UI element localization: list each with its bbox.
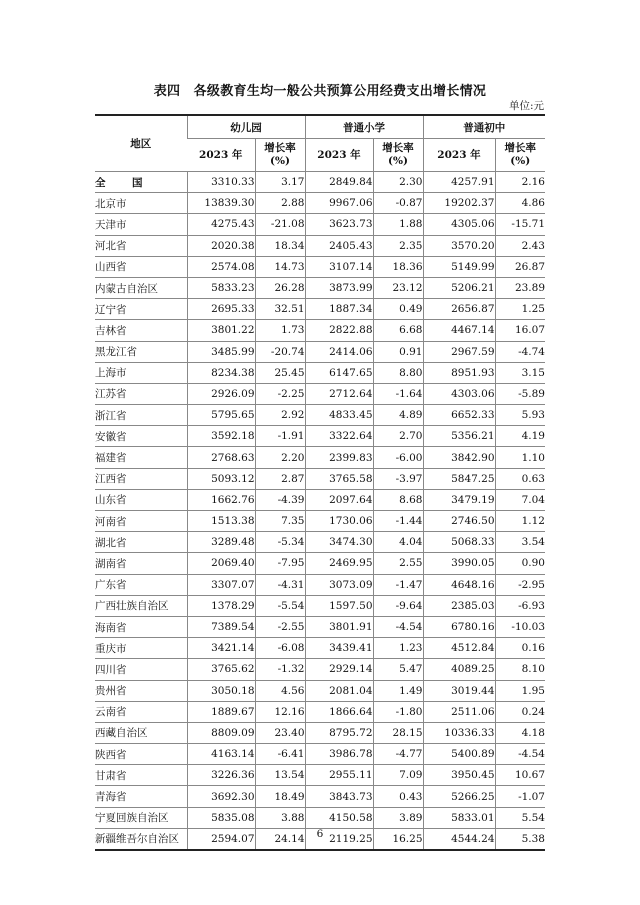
year-value-cell: 3474.30 [305,532,373,553]
year-value-cell: 2119.25 [305,828,373,850]
year-value-cell: 1866.64 [305,701,373,722]
year-value-cell: 5400.89 [423,744,495,765]
rate-value-cell: -1.47 [373,574,423,595]
rate-value-cell: -1.07 [495,786,545,807]
rate-value-cell: 4.19 [495,426,545,447]
table-row [95,532,545,553]
year-value-cell: 5206.21 [423,277,495,298]
rate-value-cell: 2.30 [373,172,423,193]
rate-value-cell: 2.87 [255,468,305,489]
rate-value-cell: 26.28 [255,277,305,298]
rate-value-cell: 25.45 [255,362,305,383]
rate-value-cell: 3.15 [495,362,545,383]
rate-value-cell: 5.54 [495,807,545,828]
rate-value-cell: 10.67 [495,765,545,786]
year-value-cell: 5093.12 [187,468,255,489]
region-cell: 安徽省 [95,426,187,447]
region-cell: 河北省 [95,235,187,256]
table-row [95,299,545,320]
year-value-cell: 3765.62 [187,659,255,680]
year-value-cell: 8795.72 [305,722,373,743]
year-value-cell: 2511.06 [423,701,495,722]
rate-value-cell: -9.64 [373,595,423,616]
table-row [95,405,545,426]
year-value-cell: 3843.73 [305,786,373,807]
region-cell: 山西省 [95,256,187,277]
year-value-cell: 5149.99 [423,256,495,277]
table-row [95,341,545,362]
rate-value-cell: 16.07 [495,320,545,341]
region-cell: 湖南省 [95,553,187,574]
year-header: 2023 年 [187,139,255,172]
year-value-cell: 2712.64 [305,383,373,404]
rate-value-cell: 1.25 [495,299,545,320]
year-value-cell: 3990.05 [423,553,495,574]
rate-value-cell: -4.54 [495,744,545,765]
year-value-cell: 5847.25 [423,468,495,489]
rate-value-cell: 1.49 [373,680,423,701]
year-value-cell: 3623.73 [305,214,373,235]
table-row [95,807,545,828]
rate-value-cell: 4.86 [495,193,545,214]
rate-value-cell: -1.32 [255,659,305,680]
year-value-cell: 1378.29 [187,595,255,616]
region-cell: 上海市 [95,362,187,383]
region-cell: 北京市 [95,193,187,214]
rate-value-cell: -1.64 [373,383,423,404]
year-value-cell: 6147.65 [305,362,373,383]
year-value-cell: 4275.43 [187,214,255,235]
rate-value-cell: 0.63 [495,468,545,489]
rate-value-cell: -5.34 [255,532,305,553]
rate-value-cell: -1.80 [373,701,423,722]
region-cell: 重庆市 [95,638,187,659]
region-cell: 新疆维吾尔自治区 [95,828,187,850]
year-value-cell: 4089.25 [423,659,495,680]
year-value-cell: 3439.41 [305,638,373,659]
rate-value-cell: 24.14 [255,828,305,850]
year-value-cell: 5068.33 [423,532,495,553]
table-row [95,511,545,532]
year-value-cell: 2069.40 [187,553,255,574]
rate-value-cell: -6.41 [255,744,305,765]
year-value-cell: 3485.99 [187,341,255,362]
table-row [95,447,545,468]
rate-value-cell: 14.73 [255,256,305,277]
year-value-cell: 4512.84 [423,638,495,659]
year-value-cell: 3107.14 [305,256,373,277]
rate-value-cell: 18.49 [255,786,305,807]
year-value-cell: 13839.30 [187,193,255,214]
rate-value-cell: 4.89 [373,405,423,426]
rate-value-cell: 2.16 [495,172,545,193]
rate-value-cell: 4.04 [373,532,423,553]
table-row [95,659,545,680]
year-value-cell: 3765.58 [305,468,373,489]
year-value-cell: 2768.63 [187,447,255,468]
year-value-cell: 3421.14 [187,638,255,659]
year-value-cell: 2955.11 [305,765,373,786]
rate-value-cell: -4.77 [373,744,423,765]
rate-value-cell: -2.55 [255,616,305,637]
year-value-cell: 19202.37 [423,193,495,214]
year-value-cell: 5835.08 [187,807,255,828]
year-value-cell: 1730.06 [305,511,373,532]
year-value-cell: 3307.07 [187,574,255,595]
rate-value-cell: 0.24 [495,701,545,722]
rate-value-cell: 0.91 [373,341,423,362]
year-value-cell: 2020.38 [187,235,255,256]
rate-value-cell: -5.54 [255,595,305,616]
expenditure-table [95,114,545,851]
region-cell: 广东省 [95,574,187,595]
year-value-cell: 3322.64 [305,426,373,447]
table-row [95,595,545,616]
year-value-cell: 2399.83 [305,447,373,468]
year-value-cell: 4303.06 [423,383,495,404]
table-row [95,362,545,383]
year-value-cell: 1513.38 [187,511,255,532]
rate-value-cell: -2.25 [255,383,305,404]
year-value-cell: 5833.01 [423,807,495,828]
year-value-cell: 3570.20 [423,235,495,256]
rate-value-cell: 18.34 [255,235,305,256]
rate-value-cell: -20.74 [255,341,305,362]
year-value-cell: 7389.54 [187,616,255,637]
year-value-cell: 4648.16 [423,574,495,595]
year-value-cell: 1597.50 [305,595,373,616]
rate-value-cell: -5.89 [495,383,545,404]
region-cell: 内蒙古自治区 [95,277,187,298]
rate-value-cell: 0.90 [495,553,545,574]
region-cell: 宁夏回族自治区 [95,807,187,828]
year-value-cell: 4163.14 [187,744,255,765]
year-value-cell: 4467.14 [423,320,495,341]
year-value-cell: 3019.44 [423,680,495,701]
year-value-cell: 10336.33 [423,722,495,743]
year-value-cell: 2849.84 [305,172,373,193]
rate-value-cell: 7.09 [373,765,423,786]
year-value-cell: 5833.23 [187,277,255,298]
year-value-cell: 3842.90 [423,447,495,468]
rate-value-cell: -4.39 [255,489,305,510]
rate-value-cell: 0.43 [373,786,423,807]
year-value-cell: 6652.33 [423,405,495,426]
rate-value-cell: 23.40 [255,722,305,743]
table-row [95,214,545,235]
rate-value-cell: -6.08 [255,638,305,659]
year-value-cell: 8234.38 [187,362,255,383]
region-header: 地区 [95,115,187,172]
rate-value-cell: 2.92 [255,405,305,426]
year-value-cell: 3479.19 [423,489,495,510]
rate-value-cell: 6.68 [373,320,423,341]
rate-value-cell: 4.56 [255,680,305,701]
group-header-primary: 普通小学 [305,115,423,139]
rate-value-cell: 1.95 [495,680,545,701]
year-value-cell: 3073.09 [305,574,373,595]
year-value-cell: 2822.88 [305,320,373,341]
page-number: 6 [316,828,324,840]
rate-value-cell: -0.87 [373,193,423,214]
region-cell: 江苏省 [95,383,187,404]
table-row [95,235,545,256]
year-value-cell: 2469.95 [305,553,373,574]
region-cell: 福建省 [95,447,187,468]
rate-value-cell: -6.93 [495,595,545,616]
table-row [95,426,545,447]
year-value-cell: 1662.76 [187,489,255,510]
region-cell: 云南省 [95,701,187,722]
region-cell: 青海省 [95,786,187,807]
year-value-cell: 1889.67 [187,701,255,722]
rate-value-cell: 3.17 [255,172,305,193]
year-value-cell: 3310.33 [187,172,255,193]
rate-header: 增长率 (%) [373,139,423,172]
year-value-cell: 3873.99 [305,277,373,298]
year-value-cell: 2929.14 [305,659,373,680]
year-value-cell: 2926.09 [187,383,255,404]
rate-value-cell: 23.89 [495,277,545,298]
rate-value-cell: 32.51 [255,299,305,320]
rate-value-cell: 5.38 [495,828,545,850]
year-value-cell: 4544.24 [423,828,495,850]
rate-value-cell: 2.70 [373,426,423,447]
region-cell: 黑龙江省 [95,341,187,362]
rate-value-cell: 12.16 [255,701,305,722]
rate-value-cell: 4.18 [495,722,545,743]
year-value-cell: 2081.04 [305,680,373,701]
year-value-cell: 2097.64 [305,489,373,510]
table-row [95,320,545,341]
rate-value-cell: 8.68 [373,489,423,510]
year-value-cell: 2967.59 [423,341,495,362]
region-cell: 广西壮族自治区 [95,595,187,616]
year-value-cell: 2385.03 [423,595,495,616]
rate-value-cell: -1.91 [255,426,305,447]
rate-value-cell: 3.54 [495,532,545,553]
year-value-cell: 3050.18 [187,680,255,701]
header-row-groups [95,115,545,139]
rate-header: 增长率 (%) [495,139,545,172]
rate-value-cell: 3.88 [255,807,305,828]
year-value-cell: 2695.33 [187,299,255,320]
region-cell: 全 国 [95,172,187,193]
year-value-cell: 3289.48 [187,532,255,553]
year-value-cell: 2594.07 [187,828,255,850]
table-row [95,383,545,404]
rate-value-cell: 16.25 [373,828,423,850]
table-row [95,722,545,743]
table-row [95,701,545,722]
total-row [95,172,545,193]
rate-value-cell: 8.10 [495,659,545,680]
rate-value-cell: -4.74 [495,341,545,362]
rate-value-cell: -10.03 [495,616,545,637]
year-value-cell: 3226.36 [187,765,255,786]
rate-value-cell: 1.23 [373,638,423,659]
rate-value-cell: 5.47 [373,659,423,680]
rate-value-cell: 1.73 [255,320,305,341]
rate-value-cell: 0.49 [373,299,423,320]
year-value-cell: 3692.30 [187,786,255,807]
rate-header: 增长率 (%) [255,139,305,172]
year-value-cell: 3950.45 [423,765,495,786]
rate-value-cell: -2.95 [495,574,545,595]
table-row [95,786,545,807]
region-cell: 辽宁省 [95,299,187,320]
year-value-cell: 3801.91 [305,616,373,637]
rate-value-cell: 2.20 [255,447,305,468]
region-cell: 山东省 [95,489,187,510]
table-row [95,553,545,574]
rate-value-cell: -6.00 [373,447,423,468]
year-value-cell: 2656.87 [423,299,495,320]
rate-value-cell: 0.16 [495,638,545,659]
group-header-kindergarten: 幼儿园 [187,115,305,139]
year-value-cell: 3592.18 [187,426,255,447]
year-value-cell: 5356.21 [423,426,495,447]
rate-value-cell: 3.89 [373,807,423,828]
year-value-cell: 4257.91 [423,172,495,193]
table-title: 表四 各级教育生均一般公共预算公用经费支出增长情况 [153,84,487,99]
rate-value-cell: -4.31 [255,574,305,595]
year-header: 2023 年 [423,139,495,172]
region-cell: 甘肃省 [95,765,187,786]
year-value-cell: 2414.06 [305,341,373,362]
year-value-cell: 8951.93 [423,362,495,383]
region-cell: 四川省 [95,659,187,680]
rate-value-cell: 8.80 [373,362,423,383]
region-cell: 天津市 [95,214,187,235]
rate-value-cell: 13.54 [255,765,305,786]
year-value-cell: 3986.78 [305,744,373,765]
region-cell: 浙江省 [95,405,187,426]
rate-value-cell: -1.44 [373,511,423,532]
rate-value-cell: 23.12 [373,277,423,298]
rate-value-cell: 5.93 [495,405,545,426]
table-row [95,193,545,214]
rate-value-cell: 2.55 [373,553,423,574]
year-value-cell: 3801.22 [187,320,255,341]
year-value-cell: 1887.34 [305,299,373,320]
rate-value-cell: 2.35 [373,235,423,256]
region-cell: 湖北省 [95,532,187,553]
year-value-cell: 4833.45 [305,405,373,426]
rate-value-cell: 1.88 [373,214,423,235]
rate-value-cell: -3.97 [373,468,423,489]
rate-value-cell: 2.88 [255,193,305,214]
table-row [95,765,545,786]
region-cell: 贵州省 [95,680,187,701]
unit-label: 单位:元 [508,100,544,112]
table-row [95,468,545,489]
region-cell: 吉林省 [95,320,187,341]
year-value-cell: 8809.09 [187,722,255,743]
year-value-cell: 2746.50 [423,511,495,532]
table-row [95,638,545,659]
table-row [95,616,545,637]
rate-value-cell: 28.15 [373,722,423,743]
region-cell: 陕西省 [95,744,187,765]
rate-value-cell: -4.54 [373,616,423,637]
year-value-cell: 9967.06 [305,193,373,214]
table-row [95,256,545,277]
rate-value-cell: 18.36 [373,256,423,277]
region-cell: 河南省 [95,511,187,532]
region-cell: 海南省 [95,616,187,637]
year-value-cell: 4150.58 [305,807,373,828]
rate-value-cell: 1.12 [495,511,545,532]
year-value-cell: 5795.65 [187,405,255,426]
rate-value-cell: 7.35 [255,511,305,532]
table-row [95,489,545,510]
rate-value-cell: 1.10 [495,447,545,468]
table-row [95,744,545,765]
table-row [95,277,545,298]
rate-value-cell: 26.87 [495,256,545,277]
rate-value-cell: -21.08 [255,214,305,235]
rate-value-cell: 7.04 [495,489,545,510]
table-row [95,680,545,701]
year-value-cell: 4305.06 [423,214,495,235]
region-cell: 西藏自治区 [95,722,187,743]
rate-value-cell: -15.71 [495,214,545,235]
year-value-cell: 6780.16 [423,616,495,637]
group-header-junior: 普通初中 [423,115,545,139]
rate-value-cell: -7.95 [255,553,305,574]
rate-value-cell: 2.43 [495,235,545,256]
region-cell: 江西省 [95,468,187,489]
year-value-cell: 5266.25 [423,786,495,807]
year-header: 2023 年 [305,139,373,172]
year-value-cell: 2405.43 [305,235,373,256]
table-row [95,574,545,595]
year-value-cell: 2574.08 [187,256,255,277]
